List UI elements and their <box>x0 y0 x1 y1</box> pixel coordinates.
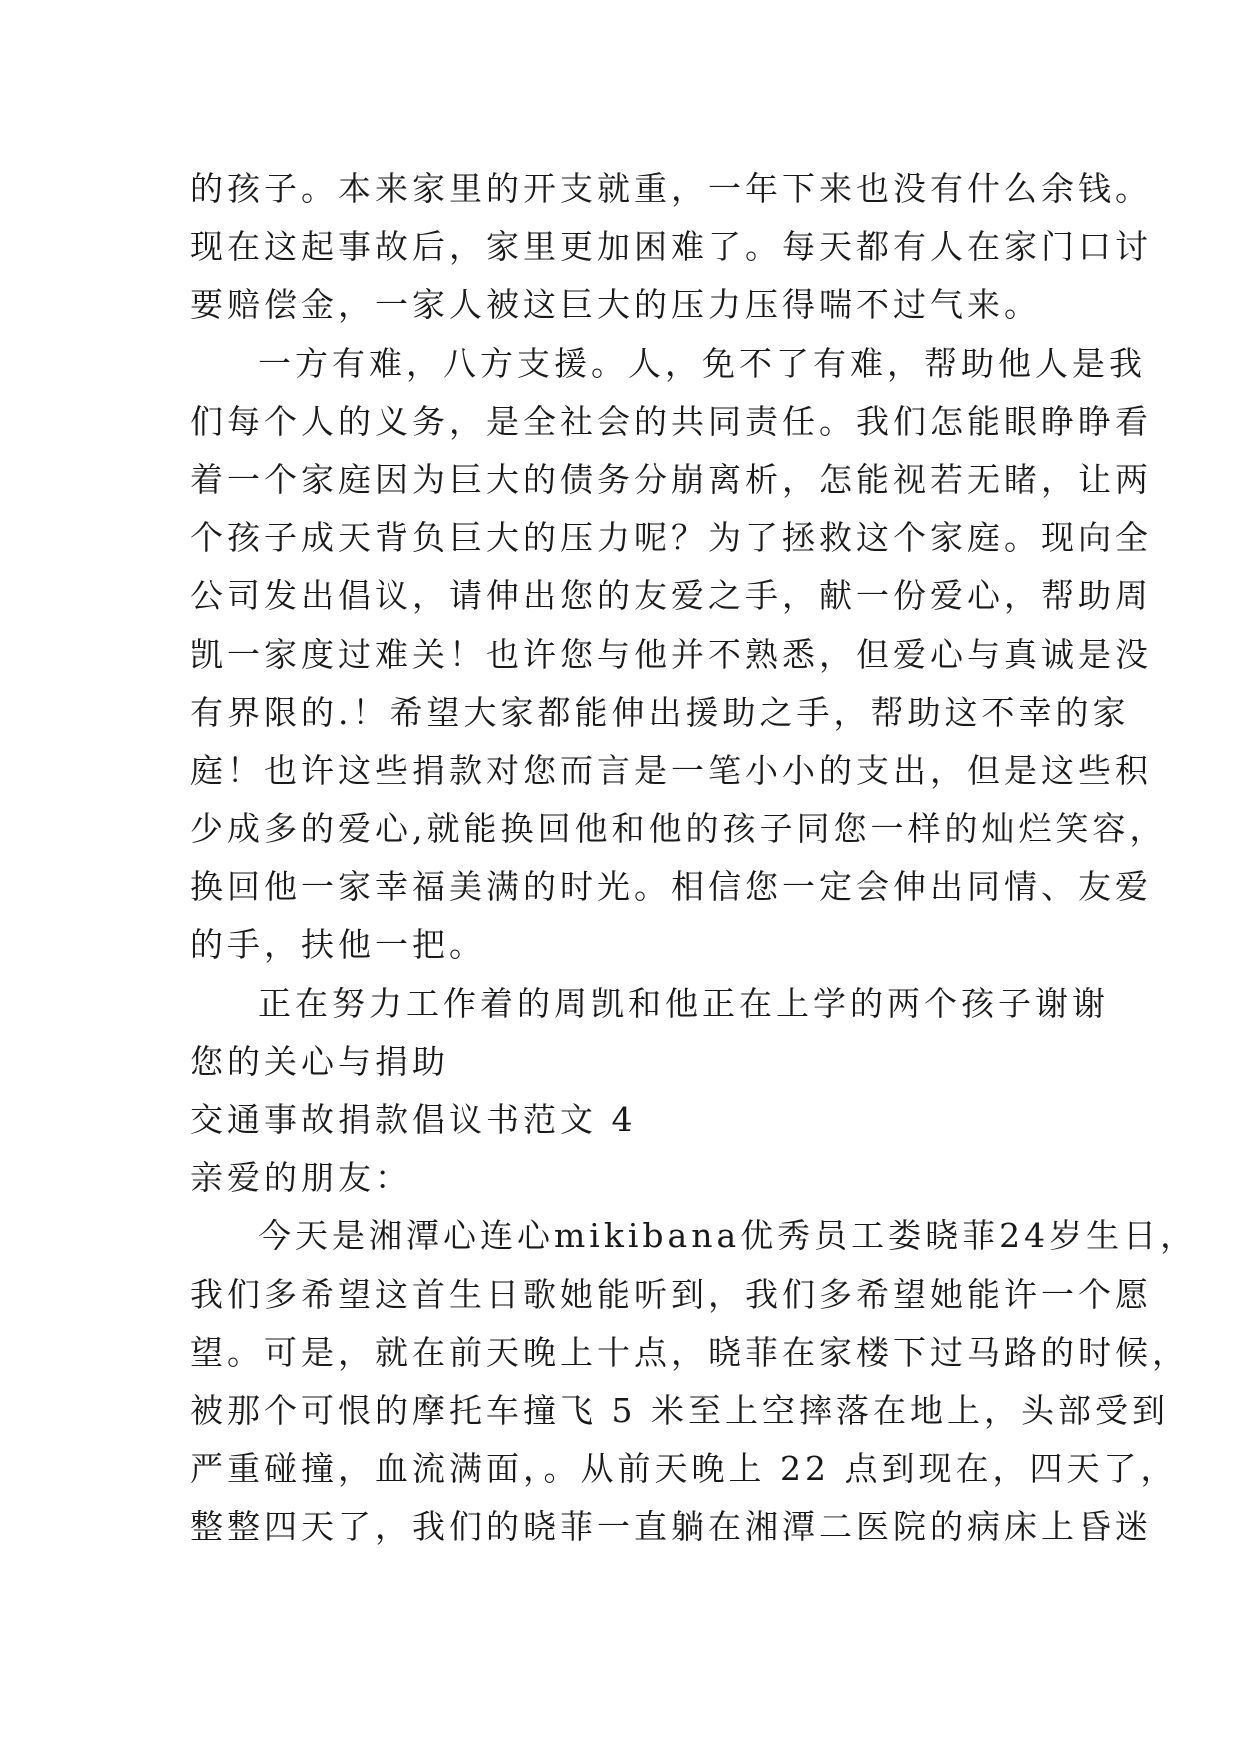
text-line: 望。可是，就在前天晚上十点，晓菲在家楼下过马路的时候， <box>190 1332 1189 1372</box>
text-line: 的孩子。本来家里的开支就重，一年下来也没有什么余钱。 <box>190 169 1152 208</box>
text-line: 被那个可恨的摩托车撞飞 5 米至上空摔落在地上，头部受到 <box>190 1390 1169 1430</box>
text-line: 我们多希望这首生日歌她能听到，我们多希望她能许一个愿 <box>190 1274 1152 1314</box>
salutation: 亲爱的朋友： <box>190 1158 412 1198</box>
text-line: 公司发出倡议，请伸出您的友爱之手，献一份爱心，帮助周 <box>190 576 1152 616</box>
text-line: 们每个人的义务，是全社会的共同责任。我们怎能眼睁睁看 <box>190 401 1152 441</box>
text-line: 着一个家庭因为巨大的债务分崩离析，怎能视若无睹，让两 <box>190 459 1152 499</box>
text-line: 凯一家度过难关！也许您与他并不熟悉，但爱心与真诚是没 <box>190 634 1152 674</box>
text-line: 的手，扶他一把。 <box>190 925 486 965</box>
text-line: 您的关心与捐助 <box>190 1041 449 1081</box>
text-line: 换回他一家幸福美满的时光。相信您一定会伸出同情、友爱 <box>190 867 1152 907</box>
text-line: 整整四天了，我们的晓菲一直躺在湘潭二医院的病床上昏迷 <box>190 1507 1152 1547</box>
paragraph-start-line: 正在努力工作着的周凯和他正在上学的两个孩子谢谢 <box>258 983 1109 1023</box>
text-line: 庭！也许这些捐款对您而言是一笔小小的支出，但是这些积 <box>190 750 1152 790</box>
text-line: 严重碰撞，血流满面，。从前天晚上 22 点到现在，四天了， <box>190 1449 1178 1489</box>
text-line: 有界限的.！希望大家都能伸出援助之手，帮助这不幸的家 <box>190 692 1130 732</box>
text-line: 个孩子成天背负巨大的压力呢？为了拯救这个家庭。现向全 <box>190 518 1152 558</box>
document-body <box>190 160 1198 1557</box>
section-heading: 交通事故捐款倡议书范文 4 <box>190 1100 637 1139</box>
paragraph-start-line: 一方有难，八方支援。人，免不了有难，帮助他人是我 <box>258 343 1146 383</box>
text-line: 现在这起事故后，家里更加困难了。每天都有人在家门口讨 <box>190 227 1152 267</box>
text-line: 少成多的爱心,就能换回他和他的孩子同您一样的灿烂笑容， <box>190 809 1167 849</box>
paragraph-start-line: 今天是湘潭心连心mikibana优秀员工娄晓菲24岁生日， <box>258 1216 1198 1256</box>
text-line: 要赔偿金，一家人被这巨大的压力压得喘不过气来。 <box>190 285 1041 325</box>
